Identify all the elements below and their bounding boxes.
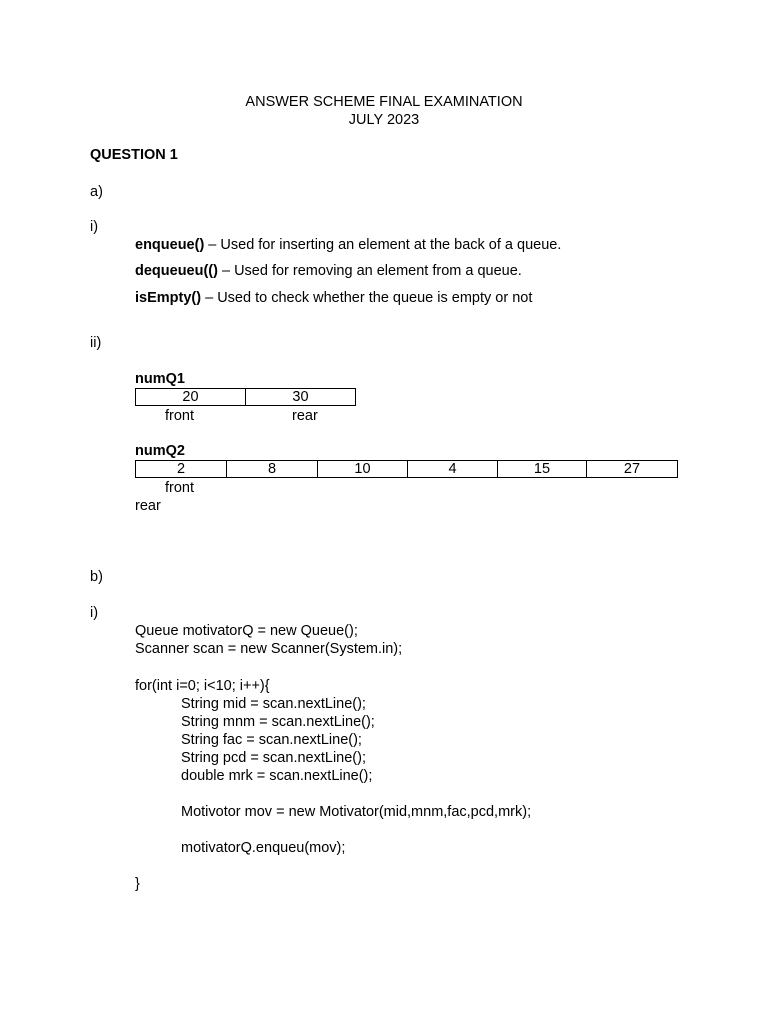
code-line: for(int i=0; i<10; i++){ (135, 678, 270, 694)
definition-desc: – Used to check whether the queue is empty or not (201, 290, 533, 306)
code-line: String pcd = scan.nextLine(); (181, 750, 366, 766)
definition-desc: – Used for removing an element from a queue. (217, 263, 522, 279)
numq1-rear-label: rear (292, 408, 318, 424)
part-b-i-label: i) (90, 605, 99, 621)
definition-term: dequeueu(() (135, 263, 218, 279)
queue-cell: 2 (135, 460, 227, 478)
numq1-front-label: front (165, 408, 195, 424)
queue-cell: 8 (226, 460, 318, 478)
queue-cell: 27 (586, 460, 678, 478)
part-a-label: a) (90, 184, 103, 200)
numq1-name: numQ1 (135, 371, 185, 387)
queue-cell: 10 (317, 460, 408, 478)
part-b-label: b) (90, 569, 103, 585)
part-a-i-label: i) (90, 219, 99, 235)
definition-desc: – Used for inserting an element at the back of a queue. (204, 237, 562, 253)
definition-term: enqueue() (135, 237, 205, 253)
queue-cell: 4 (407, 460, 498, 478)
document-title: ANSWER SCHEME FINAL EXAMINATION (245, 94, 523, 110)
part-a-ii-label: ii) (90, 335, 102, 351)
code-line: double mrk = scan.nextLine(); (181, 768, 373, 784)
code-line: motivatorQ.enqueu(mov); (181, 840, 346, 856)
queue-cell: 20 (135, 388, 246, 406)
code-line: Motivotor mov = new Motivator(mid,mnm,fac,pcd,mrk); (181, 804, 532, 820)
code-line: Scanner scan = new Scanner(System.in); (135, 641, 403, 657)
queue-cell: 30 (245, 388, 356, 406)
numq2-front-label: front (165, 480, 195, 496)
definition-dequeue (135, 262, 522, 280)
numq1-queue (135, 388, 356, 406)
code-line: String fac = scan.nextLine(); (181, 732, 362, 748)
definition-isempty (135, 289, 532, 307)
numq2-queue (135, 460, 678, 478)
question-heading: QUESTION 1 (90, 147, 178, 163)
code-line: Queue motivatorQ = new Queue(); (135, 623, 358, 639)
document-date: JULY 2023 (348, 112, 420, 128)
code-line: } (135, 876, 140, 892)
numq2-name: numQ2 (135, 443, 185, 459)
code-line: String mid = scan.nextLine(); (181, 696, 366, 712)
definition-term: isEmpty() (135, 290, 202, 306)
definition-enqueue (135, 236, 561, 254)
code-line: String mnm = scan.nextLine(); (181, 714, 375, 730)
queue-cell: 15 (497, 460, 587, 478)
numq2-rear-label: rear (135, 498, 161, 514)
